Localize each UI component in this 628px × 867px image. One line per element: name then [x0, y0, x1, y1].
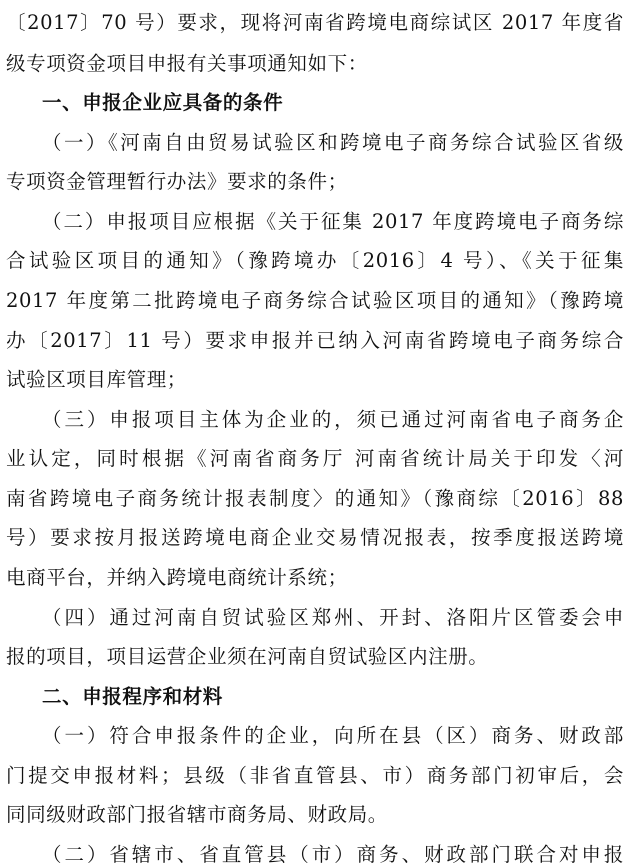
body-line: 〔2017〕70 号）要求，现将河南省跨境电商综试区 2017 年度省: [6, 11, 624, 34]
body-line: 级专项资金项目申报有关事项通知如下：: [6, 52, 368, 75]
body-line: （一）《河南自由贸易试验区和跨境电子商务综合试验区省级: [42, 131, 624, 154]
body-line: （三）申报项目主体为企业的，须已通过河南省电子商务企: [42, 408, 624, 431]
body-line: 门提交申报材料；县级（非省直管县、市）商务部门初审后，会: [6, 764, 624, 787]
body-line: （二）省辖市、省直管县（市）商务、财政部门联合对申报: [42, 843, 624, 866]
body-line: 试验区项目库管理；: [6, 368, 187, 391]
body-line: 合试验区项目的通知》（豫跨境办〔2016〕4 号）、《关于征集: [6, 249, 624, 272]
body-line: 电商平台，并纳入跨境电商统计系统；: [6, 566, 348, 589]
body-line: 同同级财政部门报省辖市商务局、财政局。: [6, 803, 388, 826]
body-line: （二）申报项目应根据《关于征集 2017 年度跨境电子商务综: [42, 210, 624, 233]
body-line: 号）要求按月报送跨境电商企业交易情况报表，按季度报送跨境: [6, 526, 624, 549]
body-line: （一）符合申报条件的企业，向所在县（区）商务、财政部: [42, 724, 624, 747]
body-line: 2017 年度第二批跨境电子商务综合试验区项目的通知》（豫跨境: [6, 289, 624, 312]
body-line: 业认定，同时根据《河南省商务厅 河南省统计局关于印发〈河: [6, 447, 624, 470]
section-heading-1: 一、申报企业应具备的条件: [42, 91, 284, 114]
body-line: （四）通过河南自贸试验区郑州、开封、洛阳片区管委会申: [42, 606, 624, 629]
body-line: 办〔2017〕11 号）要求申报并已纳入河南省跨境电子商务综合: [6, 329, 624, 352]
body-line: 专项资金管理暂行办法》要求的条件；: [6, 170, 348, 193]
body-line: 南省跨境电子商务统计报表制度〉的通知》（豫商综〔2016〕88: [6, 487, 624, 510]
body-line: 报的项目，项目运营企业须在河南自贸试验区内注册。: [6, 645, 489, 668]
section-heading-2: 二、申报程序和材料: [42, 685, 223, 708]
